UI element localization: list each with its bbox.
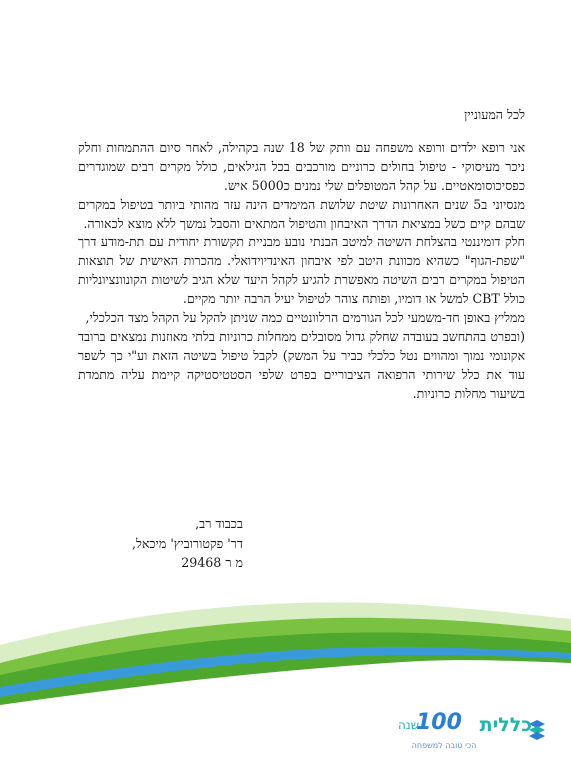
paragraph-recommendation: ממליץ באופן חד-משמעי לכל הגורמים הרלוונטיים כמה שניתן להקל על הקהל מצד הכלכלי, bbox=[85, 310, 525, 326]
closing: בכבוד רב, bbox=[195, 516, 243, 531]
footer-wave-graphic bbox=[0, 575, 571, 705]
license-number: מ ר 29468 bbox=[181, 555, 243, 571]
logo-name: כללית bbox=[479, 714, 532, 736]
paragraph-method-success: חלק דומיננטי בהצלחת השיטה למיטב הבנתי נובע מבניית תקשורת יחודית עם תת-מודע דרך "שפת-הגוף" כשהיא מכוונת היטב לפי איבחון האינדיוידואלי. מהכרות האישית של תוצאות הטיפול במקרים רבים השיטה מאפשרת להגיע לקהל היעד שלא הגיב לשיטות הקונוונציונליות כולל CBT למשל או דומיו, ופותח צוהר לטיפול יעיל הרבה יותר מקיים. bbox=[78, 234, 525, 307]
letter-body bbox=[78, 106, 525, 404]
signature-block bbox=[78, 514, 243, 573]
signer-name: דר' פקטורוביץ' מיכאל, bbox=[131, 535, 243, 551]
clalit-logo bbox=[392, 712, 542, 756]
logo-tagline: הכי טובה למשפחה bbox=[411, 741, 477, 750]
logo-years-word: שנה bbox=[398, 718, 420, 732]
paragraph-method-value: מנסיוני ב5 שנים האחרונות שיטת שלושת המימדים הינה עזר מהותי ביותר בטיפול במקרים שבהם קיים כשל במציאת הדרך האיבחון והטיפול המתאים והסבל נמשך ללא מוצא לכאורה. bbox=[78, 196, 525, 231]
paragraph-economic-note: (ובפרט בהתחשב בעובדה שחלק גדול מסובלים ממחלות כרוניות בלתי מאוזנות נמצאים ברובד אקונומי נמוך ומהווים נטל כלכלי כביר על המשק) לקבל טיפול בשיטה הזאת וע"י כך לשפר עוד את כלל שירותי הרפואה הציבוריים בפרט שלפי הסטטיסטיקה קיימת עליה מתמדת בשיעור מחלות כרוניות. bbox=[78, 328, 525, 401]
paragraph-experience: אני רופא ילדים ורופא משפחה עם וותק של 18 שנה בקהילה, לאחר סיום ההתמחות וחלק ניכר מעיסוקי - טיפול בחולים כרוניים מורכבים בכל הגילאים, כולל מקרים רבים שמוגדרים כפסיכוסומאטיים. על קהל המטופלים שלי נמנים כ5000 איש. bbox=[78, 139, 525, 193]
logo-anniversary-number: 100 bbox=[416, 710, 462, 735]
salutation: לכל המעוניין bbox=[464, 107, 525, 122]
